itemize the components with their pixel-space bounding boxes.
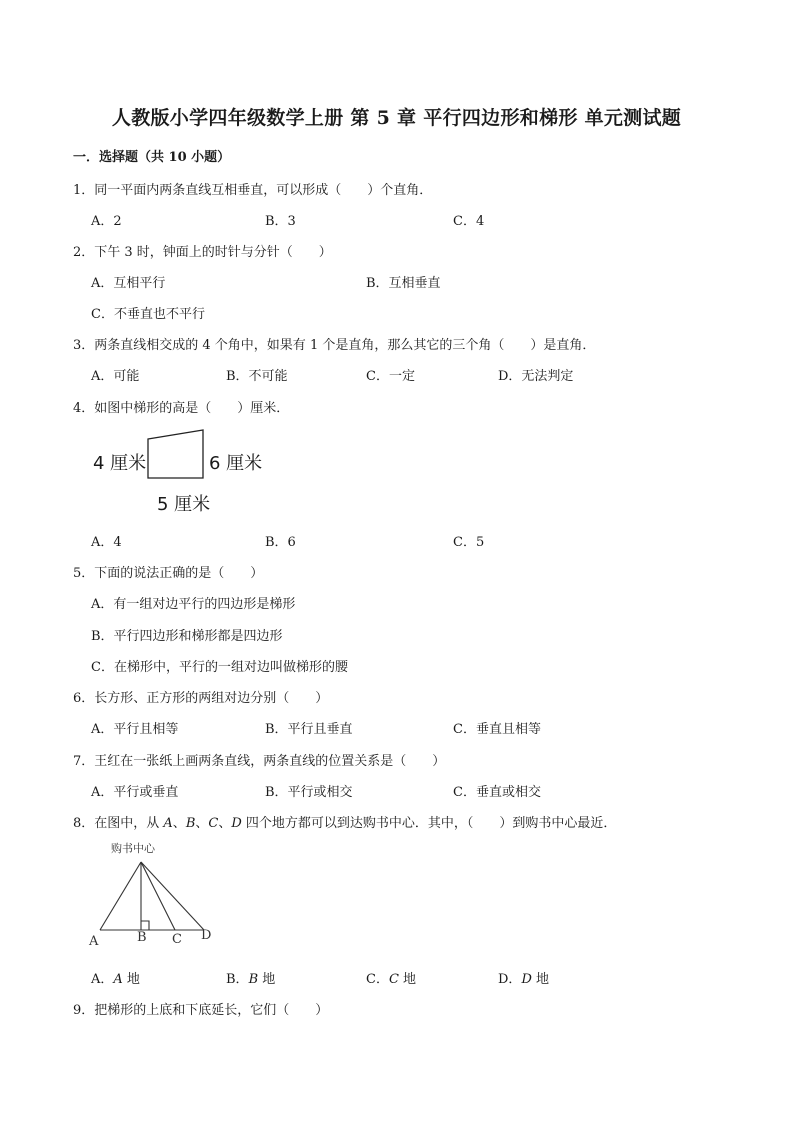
- q7-option-c[interactable]: C．垂直或相交: [453, 785, 541, 800]
- q3-option-c[interactable]: C．一定: [366, 369, 415, 384]
- q3-option-b[interactable]: B．不可能: [226, 369, 288, 384]
- q8-var-d: D: [231, 816, 242, 831]
- point-b-label: B: [137, 930, 147, 945]
- q6-option-a[interactable]: A．平行且相等: [91, 722, 179, 737]
- q8-text: 四个地方都可以到达购书中心．其中，（ ）到购书中心最近．: [241, 816, 617, 831]
- q8-option-b-var: B: [248, 972, 259, 987]
- trapezoid-bottom-label: 5 厘米: [157, 494, 211, 515]
- q8-option-a-suffix: 地: [122, 972, 140, 987]
- q7-option-b[interactable]: B．平行或相交: [265, 785, 353, 800]
- section-heading: 一．选择题（共 10 小题）: [73, 150, 231, 165]
- q8-option-a-var: A: [113, 972, 123, 987]
- q8-text: 、: [195, 816, 209, 831]
- q4-option-c[interactable]: C．5: [453, 535, 485, 550]
- q1-option-a[interactable]: A．2: [91, 214, 122, 229]
- q8-text: 、: [172, 816, 186, 831]
- q8-text: 、: [218, 816, 232, 831]
- q8-var-a: A: [163, 816, 173, 831]
- q2-option-c[interactable]: C．不垂直也不平行: [91, 307, 205, 322]
- q8-option-c-suffix: 地: [398, 972, 417, 987]
- q5-option-a[interactable]: A．有一组对边平行的四边形是梯形: [91, 597, 296, 612]
- q8-var-b: B: [185, 816, 196, 831]
- question-8: [73, 812, 616, 831]
- q2-option-b[interactable]: B．互相垂直: [366, 276, 441, 291]
- trapezoid-figure: [85, 420, 275, 515]
- question-9: 9．把梯形的上底和下底延长，它们（ ）: [73, 1003, 329, 1018]
- question-5: 5．下面的说法正确的是（ ）: [73, 566, 264, 581]
- trapezoid-right-label: 6 厘米: [209, 453, 263, 474]
- question-4: 4．如图中梯形的高是（ ）厘米．: [73, 401, 290, 416]
- q8-option-d-suffix: 地: [531, 972, 550, 987]
- point-d-label: D: [201, 928, 212, 943]
- point-c-label: C: [172, 932, 182, 947]
- q8-option-b[interactable]: [226, 968, 275, 987]
- q6-option-c[interactable]: C．垂直且相等: [453, 722, 541, 737]
- q8-option-a-prefix: A．: [91, 972, 114, 987]
- bookstore-label: 购书中心: [111, 842, 155, 855]
- q8-option-c-var: C: [388, 972, 399, 987]
- q4-option-a[interactable]: A．4: [91, 535, 122, 550]
- page-title: 人教版小学四年级数学上册 第 5 章 平行四边形和梯形 单元测试题: [111, 107, 682, 129]
- q5-option-b[interactable]: B．平行四边形和梯形都是四边形: [91, 629, 283, 644]
- q1-option-b[interactable]: B．3: [265, 214, 296, 229]
- trapezoid-left-label: 4 厘米: [93, 453, 147, 474]
- q8-option-a[interactable]: [91, 968, 140, 987]
- point-a-label: A: [89, 934, 99, 949]
- q8-text: 8．在图中，从: [73, 816, 164, 831]
- q8-option-b-suffix: 地: [258, 972, 276, 987]
- q8-option-c-prefix: C．: [366, 972, 389, 987]
- q8-var-c: C: [208, 816, 219, 831]
- question-6: 6．长方形、正方形的两组对边分别（ ）: [73, 691, 329, 706]
- q5-option-c[interactable]: C．在梯形中，平行的一组对边叫做梯形的腰: [91, 660, 348, 675]
- question-7: 7．王红在一张纸上画两条直线，两条直线的位置关系是（ ）: [73, 754, 446, 769]
- q8-option-d[interactable]: [498, 968, 549, 987]
- q8-option-c[interactable]: [366, 968, 416, 987]
- q3-option-d[interactable]: D．无法判定: [498, 369, 574, 384]
- q7-option-a[interactable]: A．平行或垂直: [91, 785, 179, 800]
- q3-option-a[interactable]: A．可能: [91, 369, 140, 384]
- q1-option-c[interactable]: C．4: [453, 214, 485, 229]
- question-1: 1．同一平面内两条直线互相垂直，可以形成（ ）个直角．: [73, 183, 433, 198]
- question-3: 3．两条直线相交成的 4 个角中，如果有 1 个是直角，那么其它的三个角（ ）是直角．: [73, 338, 596, 353]
- q8-option-d-prefix: D．: [498, 972, 522, 987]
- q8-option-d-var: D: [521, 972, 532, 987]
- question-2: 2．下午 3 时，钟面上的时针与分针（ ）: [73, 245, 332, 260]
- q8-option-b-prefix: B．: [226, 972, 249, 987]
- q6-option-b[interactable]: B．平行且垂直: [265, 722, 353, 737]
- bookstore-figure: [85, 838, 225, 953]
- q2-option-a[interactable]: A．互相平行: [91, 276, 166, 291]
- q4-option-b[interactable]: B．6: [265, 535, 296, 550]
